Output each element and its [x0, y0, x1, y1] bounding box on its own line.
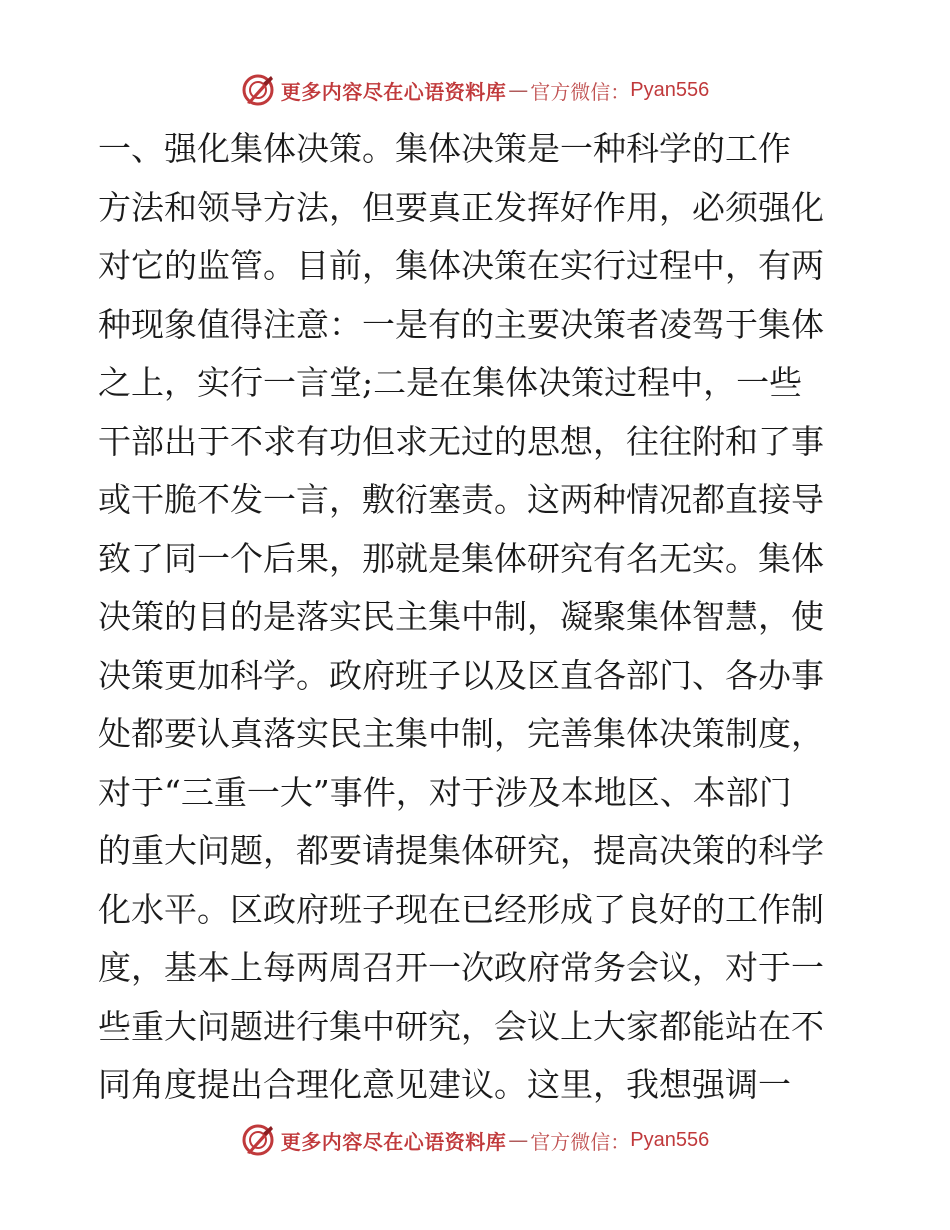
text-line: 决策更加科学。政府班子以及区直各部门、各办事 [98, 655, 824, 695]
text-line: 的重大问题，都要请提集体研究，提高决策的科学 [98, 831, 824, 870]
text-line: 对它的监管。目前，集体决策在实行过程中，有两 [98, 246, 824, 285]
text-line: 同角度提出合理化意见建议。这里，我想强调一 [98, 1065, 791, 1104]
text-line: 或干脆不发一言，敷衍塞责。这两种情况都直接导 [98, 480, 824, 519]
text-line: 一、强化集体决策。集体决策是一种科学的工作 [98, 129, 791, 168]
banner-label: 官方微信： [530, 79, 631, 104]
text-line: 之上，实行一言堂;二是在集体决策过程中，一些 [98, 363, 803, 402]
footer-banner [0, 1122, 950, 1158]
text-line: 方法和领导方法，但要真正发挥好作用，必须强化 [98, 187, 824, 227]
text-line: 干部出于不求有功但求无过的思想，往往附和了事 [98, 421, 824, 461]
text-line: 致了同一个后果，那就是集体研究有名无实。集体 [98, 538, 824, 578]
banner-brand: 更多内容尽在心语资料库 [280, 1129, 507, 1154]
header-banner [0, 72, 950, 108]
text-line: 种现象值得注意：一是有的主要决策者凌驾于集体 [98, 304, 824, 344]
banner-label: 官方微信： [530, 1129, 631, 1154]
banner-separator: — [508, 78, 529, 102]
banner-brand: 更多内容尽在心语资料库 [280, 79, 507, 104]
text-line: 对于“三重一大”事件，对于涉及本地区、本部门 [98, 772, 792, 812]
text-line: 化水平。区政府班子现在已经形成了良好的工作制 [98, 889, 824, 929]
banner-separator: — [508, 1128, 529, 1152]
body-paragraph [98, 120, 858, 1115]
banner-wechat-id: Pyan556 [630, 1128, 710, 1151]
text-line: 度，基本上每两周召开一次政府常务会议，对于一 [98, 948, 824, 987]
quill-logo-icon [241, 1123, 275, 1157]
quill-logo-icon [241, 73, 275, 107]
text-line: 处都要认真落实民主集中制，完善集体决策制度， [98, 714, 824, 753]
banner-wechat-id: Pyan556 [630, 78, 710, 101]
text-line: 些重大问题进行集中研究，会议上大家都能站在不 [98, 1006, 824, 1046]
text-line: 决策的目的是落实民主集中制，凝聚集体智慧，使 [98, 597, 824, 636]
